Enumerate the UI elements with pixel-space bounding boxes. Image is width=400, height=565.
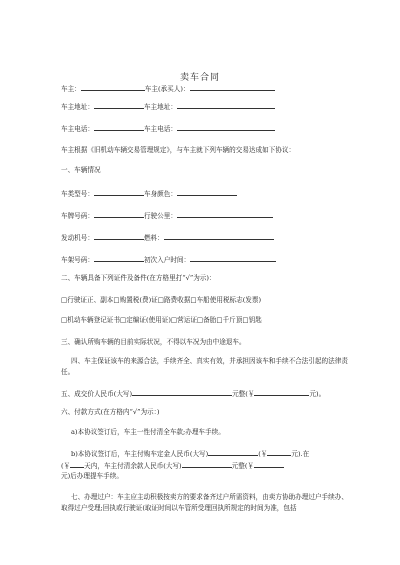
seller-phone-label: 车主电话： xyxy=(61,125,94,133)
price-suffix: 元)。 xyxy=(309,390,326,398)
frame-blank xyxy=(94,254,144,262)
first-registration-label: 初次入户时间： xyxy=(143,256,191,264)
first-registration-blank xyxy=(190,254,276,262)
price-words-blank xyxy=(132,388,232,396)
frame-row xyxy=(61,254,276,265)
buyer-address-blank xyxy=(177,101,275,109)
phone-row xyxy=(61,123,275,134)
documents-row-2: □机动车辆登记证书□定编证(使用证)□营运证□备胎□千斤顶□钥匙 xyxy=(61,316,262,324)
deposit-suffix: 元).在 xyxy=(291,450,310,458)
buyer-label: 车主(承买人)： xyxy=(144,85,190,93)
seller-phone-blank xyxy=(94,123,144,131)
vehicle-type-blank xyxy=(94,188,144,196)
deposit-number-blank xyxy=(267,448,291,456)
buyer-phone-blank xyxy=(177,123,275,131)
deposit-words-blank xyxy=(208,448,258,456)
balance-mid: 元整(￥ xyxy=(231,462,254,470)
deposit-prefix: b)本协议签订后，车主付购车定金人民币(大写) xyxy=(71,450,209,458)
buyer-address-label: 车主地址： xyxy=(143,103,177,111)
fuel-label: 燃料： xyxy=(143,234,164,242)
document-title: 卖车合同 xyxy=(179,73,220,83)
seller-address-blank xyxy=(94,101,144,109)
section2-heading: 二、车辆具备下列证件及备件(在方格里打“√”为示)： xyxy=(61,274,216,282)
section4-text: 四、车主保证该车的来源合法，手续齐全、真实有效，并承担因该车和手续不合法引起的法律责任。 xyxy=(61,357,348,376)
price-prefix: 五、成交价人民币(大写) xyxy=(61,390,133,398)
section5-row xyxy=(61,388,325,399)
engine-row xyxy=(61,232,274,243)
seller-row xyxy=(61,83,275,94)
price-mid: 元整(￥ xyxy=(232,390,255,398)
payment-option-a: a)本协议签订后，车主一性付清全车款;办理车手续。 xyxy=(71,428,225,436)
seller-label: 车主： xyxy=(61,85,81,93)
fuel-blank xyxy=(164,232,274,240)
section1-heading: 一、车辆情况 xyxy=(61,166,101,174)
buyer-phone-label: 车主电话： xyxy=(143,125,177,133)
section7-text: 七、办理过户：车主应主动积极按卖方的要求备齐过户所需资料，由卖方协助办理过户手续办、取得过户受理;回执或行驶证(取证时间以车管所受理回执所规定的时间为准，包括 xyxy=(61,493,348,512)
payment-option-b-line3: 元)后办理提车手续。 xyxy=(61,472,123,480)
mileage-label: 行驶公里： xyxy=(143,212,177,220)
days-blank xyxy=(70,460,84,468)
engine-label: 发动机号： xyxy=(61,234,94,242)
section6-heading: 六、付款方式(在方格内“√”为示：) xyxy=(61,408,160,416)
vehicle-type-label: 车类型号： xyxy=(61,190,94,198)
address-row xyxy=(61,101,275,112)
balance-number-blank xyxy=(254,460,284,468)
plate-label: 车牌号码： xyxy=(61,212,94,220)
days-prefix: (￥ xyxy=(61,462,71,470)
plate-row xyxy=(61,210,273,221)
plate-blank xyxy=(94,210,144,218)
intro-text: 车主根据《旧机动车辆交易管理规定》，与车主就下列车辆的交易达成如下协议： xyxy=(61,146,296,154)
balance-text: 天内，车主付清余款人民币(大写) xyxy=(84,462,182,470)
vehicle-type-row xyxy=(61,188,237,199)
payment-option-b-line1 xyxy=(71,448,309,459)
frame-label: 车架号码： xyxy=(61,256,94,264)
seller-address-label: 车主地址： xyxy=(61,103,94,111)
deposit-mid: (￥ xyxy=(258,450,268,458)
body-color-label: 车身颜色： xyxy=(143,190,177,198)
seller-name-blank xyxy=(81,83,145,91)
price-number-blank xyxy=(254,388,309,396)
engine-blank xyxy=(94,232,144,240)
mileage-blank xyxy=(177,210,273,218)
balance-words-blank xyxy=(182,460,232,468)
section3-text: 三、确认所购车辆的目前实际状况，不得以车况为由中途退车。 xyxy=(61,338,246,346)
payment-option-b-line2 xyxy=(61,460,284,471)
body-color-blank xyxy=(177,188,237,196)
documents-row-1: □行驶证正、副本□购置税(费)证□路费收据□车船使用税标志(发票) xyxy=(61,296,262,304)
buyer-name-blank xyxy=(190,83,275,91)
